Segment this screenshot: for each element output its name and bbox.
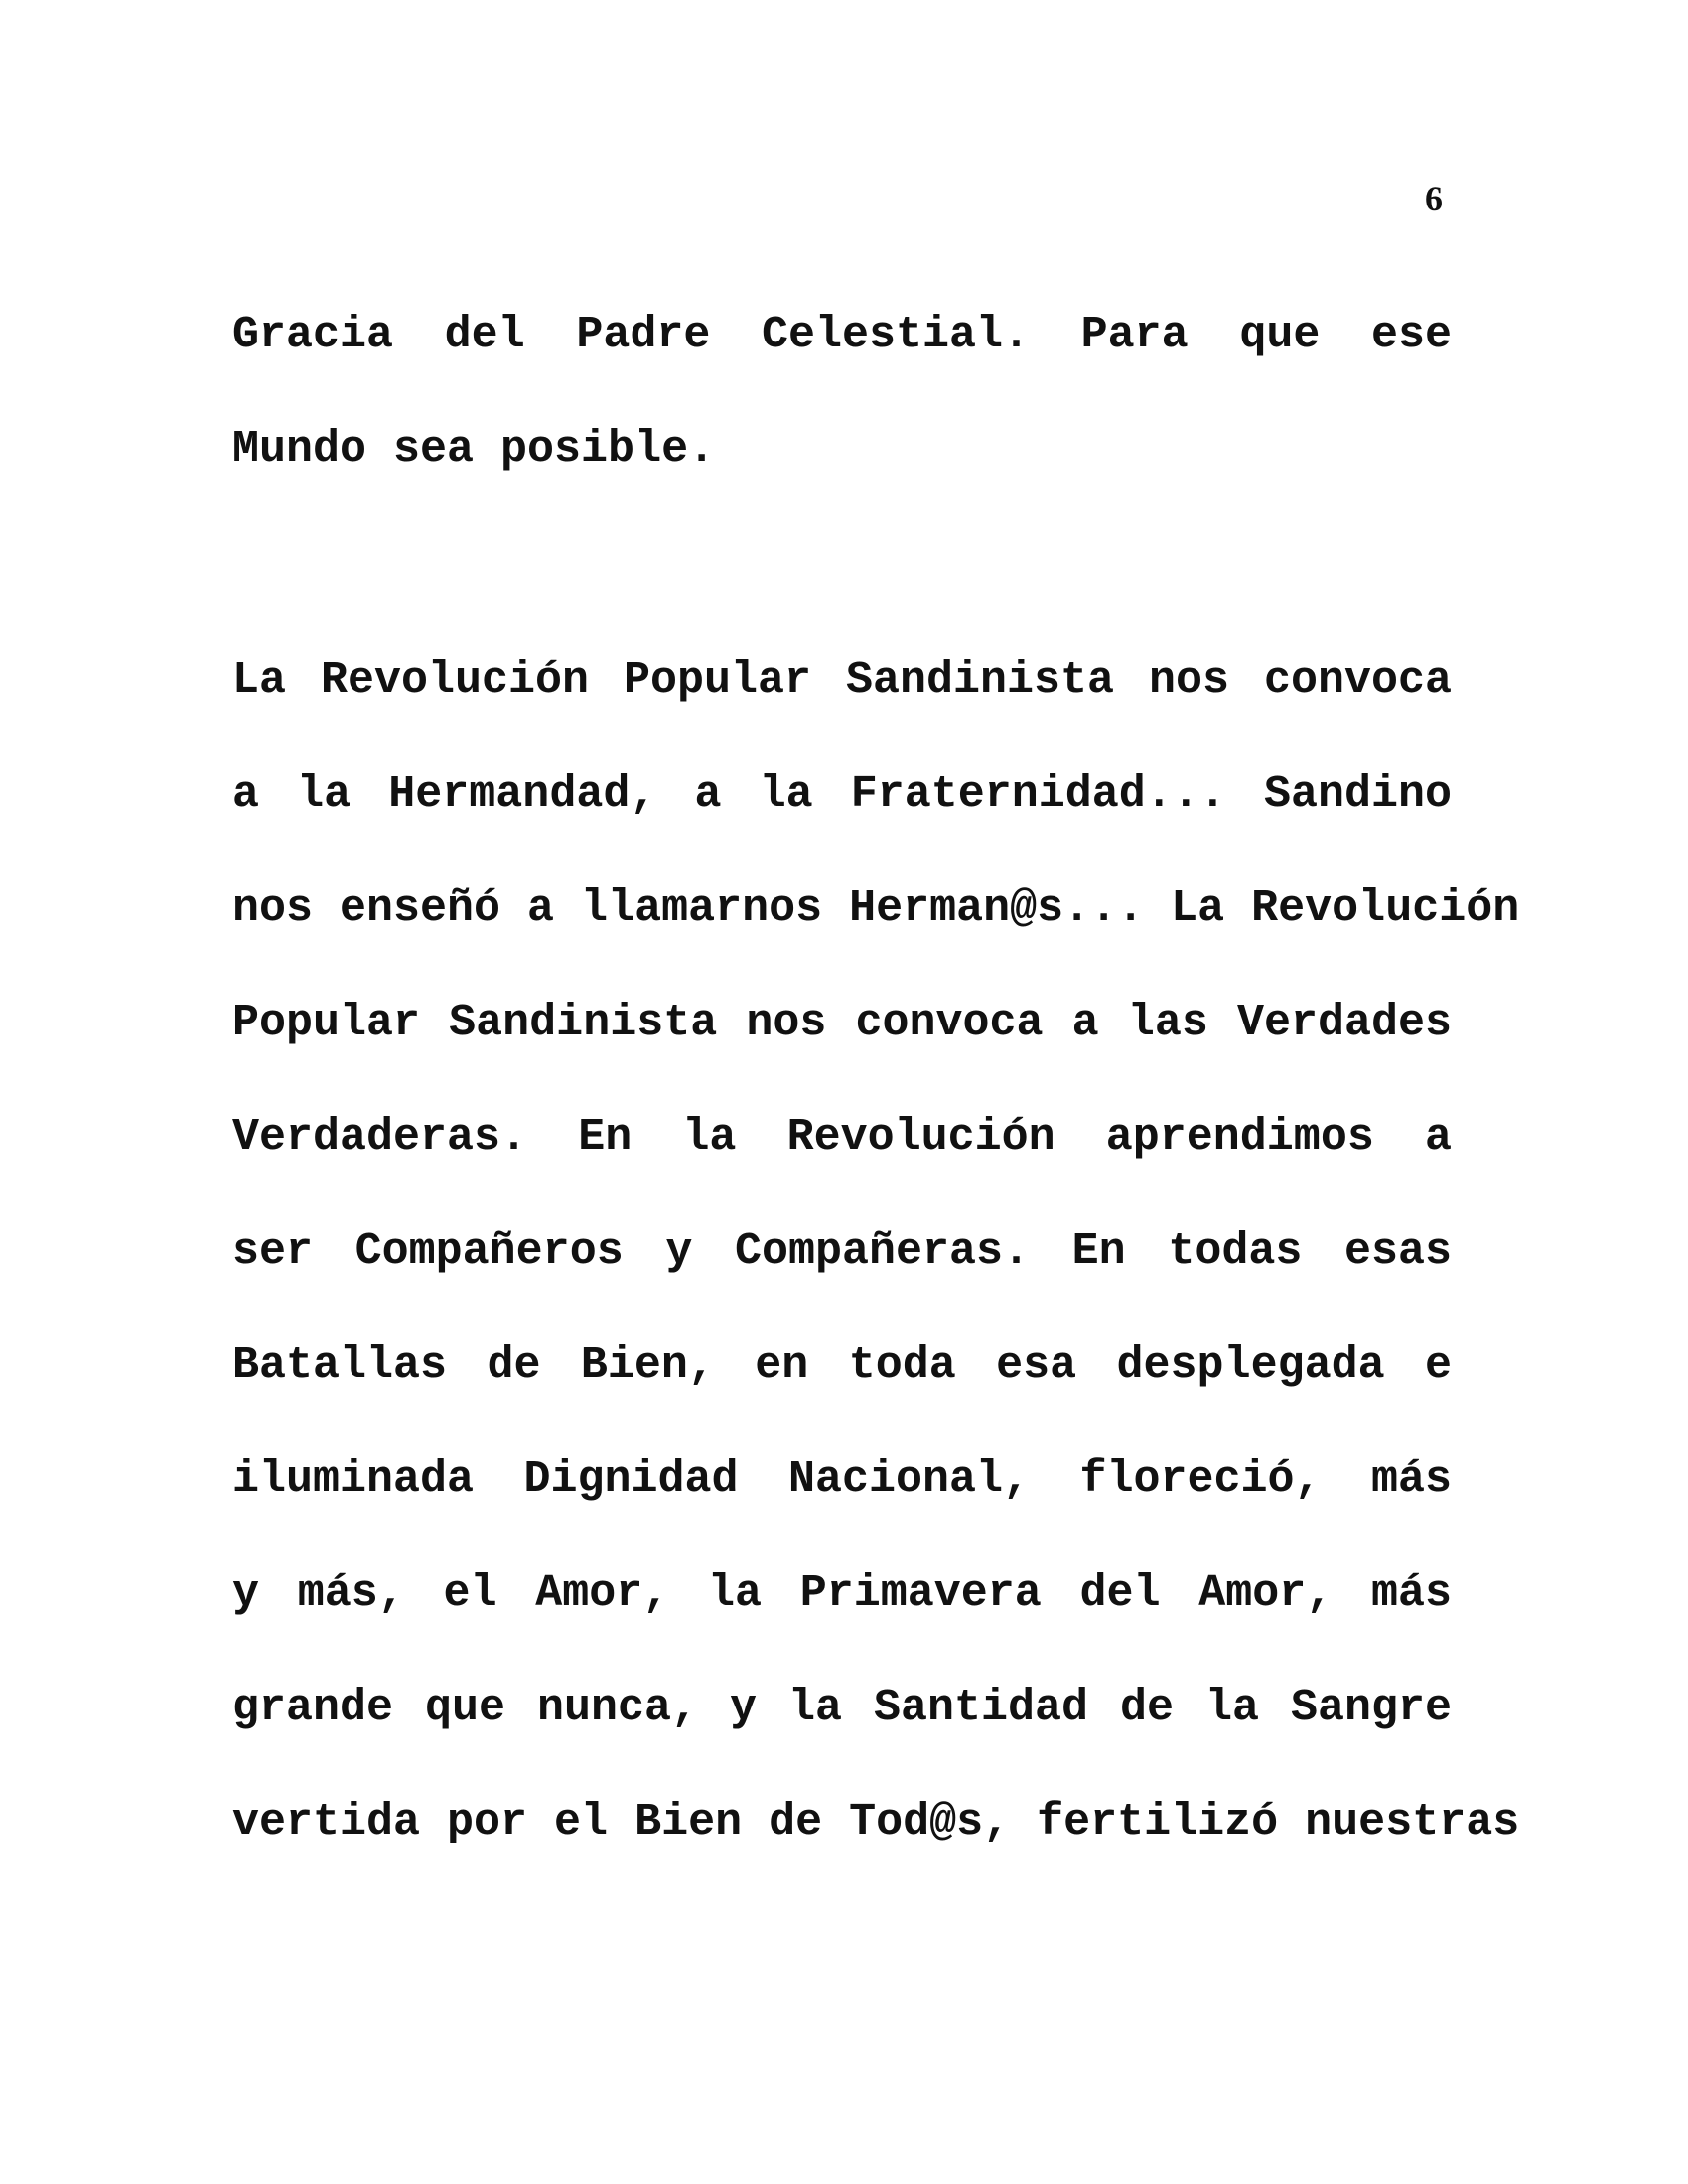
paragraph-2 — [232, 623, 1520, 1879]
text-line: Verdaderas. En la Revolución aprendimos a — [232, 1112, 1452, 1162]
text-line: La Revolución Popular Sandinista nos convoca — [232, 655, 1452, 706]
text-line: Batallas de Bien, en toda esa desplegada e — [232, 1340, 1452, 1391]
text-line: vertida por el Bien de Tod@s, fertilizó nuestras — [232, 1797, 1520, 1847]
text-line: y más, el Amor, la Primavera del Amor, más — [232, 1569, 1452, 1619]
text-line: a la Hermandad, a la Fraternidad... Sandino — [232, 769, 1452, 820]
text-line: Gracia del Padre Celestial. Para que ese — [232, 310, 1452, 360]
text-line: ser Compañeros y Compañeras. En todas esas — [232, 1226, 1452, 1277]
text-line: nos enseñó a llamarnos Herman@s... La Revolución — [232, 884, 1520, 934]
text-line: Mundo sea posible. — [232, 424, 716, 475]
paragraph-1 — [232, 278, 1452, 506]
text-line: Popular Sandinista nos convoca a las Verdades — [232, 998, 1452, 1048]
page-number: 6 — [1425, 179, 1443, 218]
text-line: grande que nunca, y la Santidad de la Sangre — [232, 1683, 1452, 1733]
text-line: iluminada Dignidad Nacional, floreció, más — [232, 1454, 1452, 1505]
